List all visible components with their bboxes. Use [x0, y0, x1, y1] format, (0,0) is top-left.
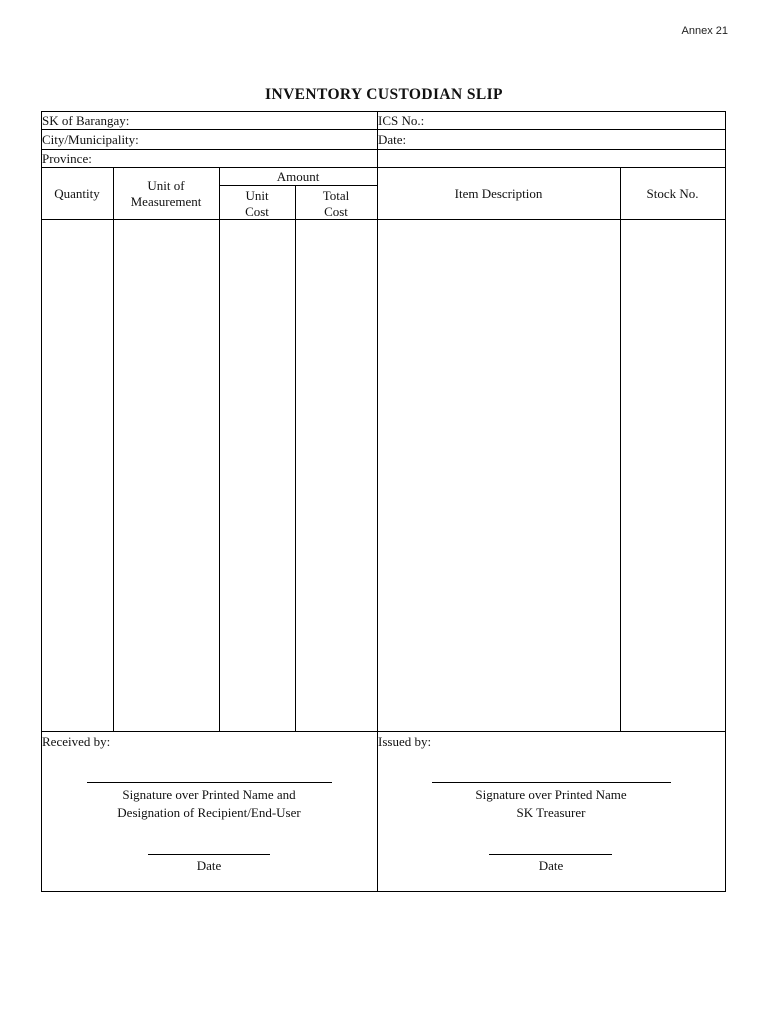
treasurer-date-line	[489, 854, 612, 855]
total-cost-header-line1: Total	[322, 188, 350, 203]
row-divider-2	[41, 149, 726, 150]
received-by-label: Received by:	[42, 734, 111, 749]
item-description-header: Item Description	[454, 186, 543, 201]
recipient-signature-caption: Signature over Printed Name and	[122, 787, 296, 802]
recipient-designation-caption: Designation of Recipient/End-User	[117, 805, 301, 820]
col-divider-quantity	[113, 167, 114, 732]
city-label: City/Municipality:	[42, 132, 139, 147]
border-left	[41, 111, 42, 892]
province-label: Province:	[42, 151, 92, 166]
sk-barangay-label: SK of Barangay:	[42, 113, 130, 128]
stock-no-header: Stock No.	[646, 186, 699, 201]
issued-by-label: Issued by:	[378, 734, 432, 749]
unit-cost-header-line2: Cost	[245, 204, 269, 219]
quantity-header: Quantity	[54, 186, 100, 201]
treasurer-date-caption: Date	[538, 858, 564, 873]
unit-header-line2: Measurement	[130, 194, 202, 209]
recipient-date-caption: Date	[196, 858, 222, 873]
border-top	[41, 111, 726, 112]
border-bottom	[41, 891, 726, 892]
col-divider-description	[620, 167, 621, 732]
row-divider-3	[41, 167, 726, 168]
form-title: INVENTORY CUSTODIAN SLIP	[265, 86, 503, 103]
amount-header: Amount	[276, 169, 320, 184]
column-header-bottom	[41, 219, 726, 220]
row-divider-1	[41, 129, 726, 130]
col-divider-unit-cost	[295, 185, 296, 732]
treasurer-signature-line	[432, 782, 671, 783]
unit-header-line1: Unit of	[147, 178, 185, 193]
unit-cost-header-line1: Unit	[245, 188, 269, 203]
border-right	[725, 111, 726, 892]
main-center-divider	[377, 111, 378, 892]
col-divider-unit	[219, 167, 220, 732]
body-bottom	[41, 731, 726, 732]
custodian-slip-form	[41, 111, 726, 892]
treasurer-signature-caption: Signature over Printed Name	[475, 787, 627, 802]
amount-divider	[219, 185, 378, 186]
recipient-date-line	[148, 854, 270, 855]
date-label: Date:	[378, 132, 407, 147]
treasurer-title-caption: SK Treasurer	[516, 805, 586, 820]
recipient-signature-line	[87, 782, 332, 783]
total-cost-header-line2: Cost	[324, 204, 348, 219]
ics-no-label: ICS No.:	[378, 113, 425, 128]
annex-label: Annex 21	[681, 25, 728, 37]
